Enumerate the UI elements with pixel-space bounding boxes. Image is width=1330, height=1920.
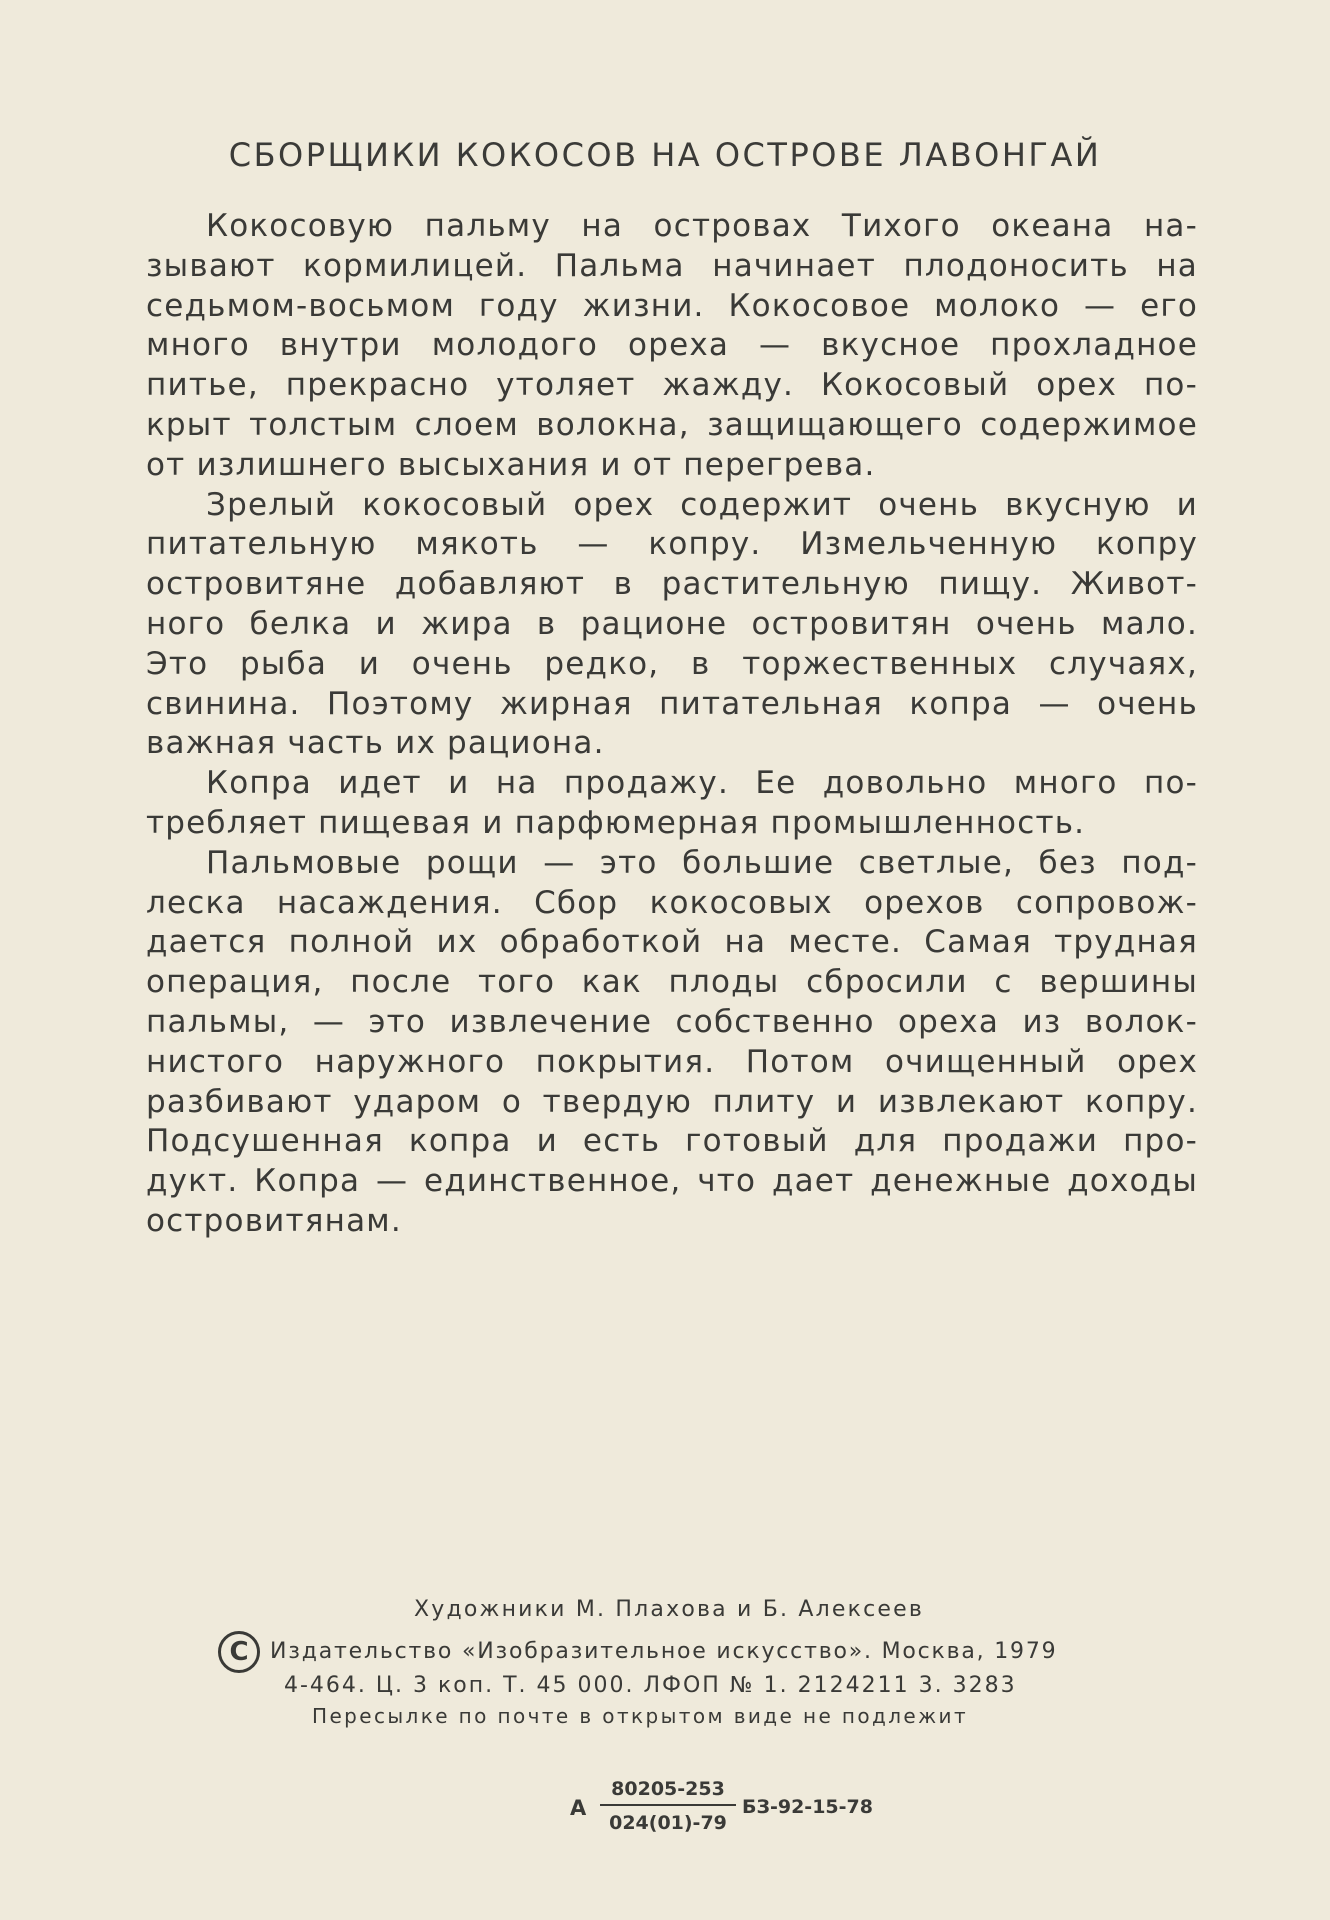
publisher-row bbox=[218, 1631, 1057, 1673]
print-info: 4-464. Ц. 3 коп. Т. 45 000. ЛФОП № 1. 2124211 3. 3283 bbox=[284, 1673, 1017, 1698]
body-line: операция, после того как плоды сбросили с вершины bbox=[146, 964, 1198, 1001]
code-fraction bbox=[600, 1776, 736, 1836]
body-line: зывают кормилицей. Пальма начинает плодоносить на bbox=[146, 247, 1198, 284]
body-line: Подсушенная копра и есть готовый для продажи про- bbox=[146, 1123, 1198, 1160]
code-prefix: А bbox=[570, 1796, 587, 1820]
body-line: ного белка и жира в рационе островитян очень мало. bbox=[146, 605, 1198, 642]
body-line: Копра идет и на продажу. Ее довольно много по- bbox=[206, 765, 1198, 802]
body-line: леска насаждения. Сбор кокосовых орехов сопровож- bbox=[146, 884, 1198, 921]
body-line: нистого наружного покрытия. Потом очищенный орех bbox=[146, 1043, 1198, 1080]
code-numerator: 80205-253 bbox=[611, 1778, 725, 1800]
body-line: дается полной их обработкой на месте. Самая трудная bbox=[146, 924, 1198, 961]
body-line: крыт толстым слоем волокна, защищающего содержимое bbox=[146, 406, 1198, 443]
body-line: важная часть их рациона. bbox=[146, 725, 605, 762]
body-line: много внутри молодого ореха — вкусное прохладное bbox=[146, 327, 1198, 364]
publisher-text: Издательство «Изобразительное искусство». Москва, 1979 bbox=[270, 1639, 1058, 1664]
body-line: Кокосовую пальму на островах Тихого океана на- bbox=[206, 208, 1198, 244]
body-line: питательную мякоть — копру. Измельченную копру bbox=[146, 526, 1198, 563]
page-title: СБОРЩИКИ КОКОСОВ НА ОСТРОВЕ ЛАВОНГАЙ bbox=[228, 136, 1102, 174]
article-body bbox=[146, 207, 1198, 1242]
body-line: пальмы, — это извлечение собственно ореха из волок- bbox=[146, 1003, 1198, 1040]
body-line: седьмом-восьмом году жизни. Кокосовое молоко — его bbox=[146, 287, 1198, 324]
body-line: Это рыба и очень редко, в торжественных случаях, bbox=[146, 645, 1198, 682]
mail-note: Пересылке по почте в открытом виде не подлежит bbox=[312, 1704, 969, 1728]
body-line: дукт. Копра — единственное, что дает денежные доходы bbox=[146, 1163, 1198, 1200]
body-line: требляет пищевая и парфюмерная промышленность. bbox=[146, 804, 1086, 841]
body-line: островитяне добавляют в растительную пищу. Живот- bbox=[146, 566, 1198, 603]
fraction-bar bbox=[600, 1804, 736, 1806]
body-line: островитянам. bbox=[146, 1202, 402, 1239]
body-line: питье, прекрасно утоляет жажду. Кокосовый орех по- bbox=[146, 367, 1198, 404]
code-suffix: БЗ-92-15-78 bbox=[742, 1796, 873, 1818]
code-denominator: 024(01)-79 bbox=[609, 1812, 727, 1834]
artists-credit: Художники М. Плахова и Б. Алексеев bbox=[414, 1597, 925, 1622]
body-line: разбивают ударом о твердую плиту и извлекают копру. bbox=[146, 1083, 1198, 1120]
body-line: Пальмовые рощи — это большие светлые, без под- bbox=[206, 844, 1198, 881]
body-line: Зрелый кокосовый орех содержит очень вкусную и bbox=[206, 486, 1198, 523]
body-line: свинина. Поэтому жирная питательная копра — очень bbox=[146, 685, 1198, 722]
body-line: от излишнего высыхания и от перегрева. bbox=[146, 446, 876, 483]
copyright-icon: C bbox=[218, 1631, 260, 1673]
